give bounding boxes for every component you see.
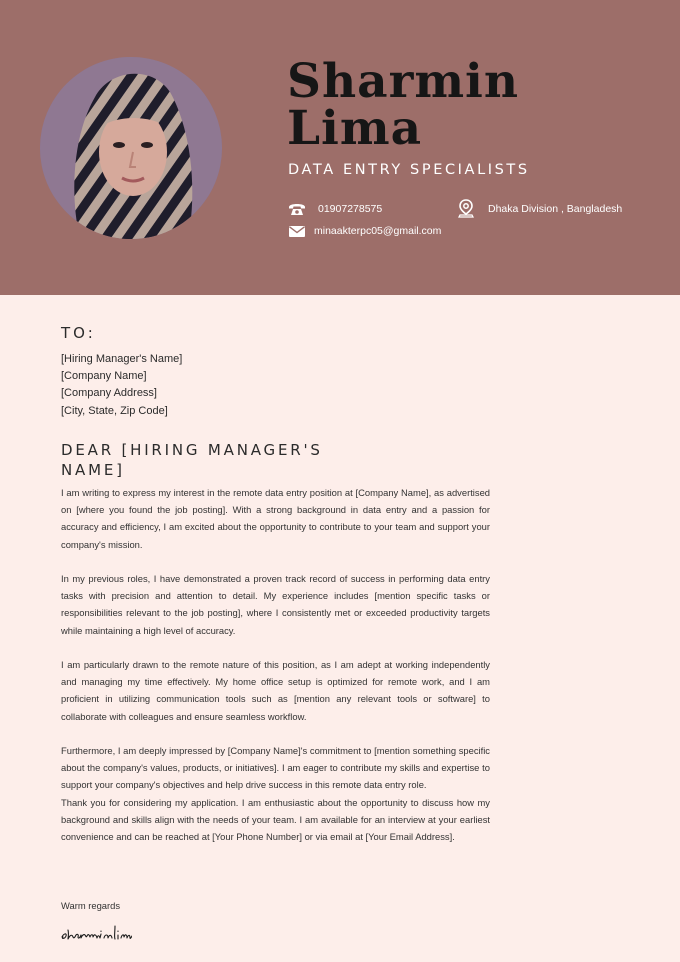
recipient-line: [City, State, Zip Code] <box>61 404 168 417</box>
contact-phone <box>288 201 382 217</box>
name-first: Sharmin <box>287 54 520 109</box>
contact-email <box>288 223 441 239</box>
body-paragraph: I am particularly drawn to the remote nature of this position, as I am adept at working independently and managing my time effectively. My home office setup is optimized for remote work, and I am proficient in utilizing communication tools such as [mention any relevant tools or software] to collaborate with colleagues and ensure seamless workflow. <box>61 659 490 722</box>
recipient-line: [Hiring Manager's Name] <box>61 353 183 365</box>
location-text: Dhaka Division , Bangladesh <box>488 202 623 215</box>
phone-number: 01907278575 <box>318 203 383 215</box>
email-address: minaakterpc05@gmail.com <box>314 225 442 237</box>
letter-body <box>61 484 490 845</box>
salutation: DEAR [HIRING MANAGER'S NAME] <box>61 441 323 479</box>
body-paragraph: Furthermore, I am deeply impressed by [Company Name]'s commitment to [mention something specific about the company's values, products, or initiatives]. I am eager to contribute my skills and expertise to support your company's objectives and help drive success in this remote data entry role. <box>61 745 490 791</box>
header-banner <box>0 0 680 295</box>
location-pin-icon <box>458 199 474 218</box>
recipient-line: [Company Name] <box>61 370 147 383</box>
profile-photo <box>40 57 222 239</box>
candidate-name <box>287 54 520 156</box>
body-paragraph: In my previous roles, I have demonstrated a proven track record of success in performing data entry tasks with precision and attention to detail. My experience includes [mention specific tasks or responsibilities relevant to the job posting], where I consistently met or exceeded productivity targets while maintaining a high level of accuracy. <box>61 573 490 636</box>
body-paragraph: I am writing to express my interest in the remote data entry position at [Company Name], as advertised on [where you found the job posting]. With a strong background in data entry and a passion for accuracy and efficiency, I am excited about the opportunity to contribute to your team and support your company's mission. <box>61 487 490 550</box>
closing-line: Warm regards <box>61 900 121 911</box>
mail-icon <box>288 223 306 239</box>
contact-location <box>458 199 622 218</box>
body-paragraph: Thank you for considering my application. I am enthusiastic about the opportunity to discuss how my background and skills align with the needs of your team. I am available for an interview at your earliest convenience and can be reached at [Your Phone Number] or via email at [Your Email Address]. <box>61 796 490 843</box>
phone-icon <box>288 201 306 217</box>
recipient-line: [Company Address] <box>61 387 157 400</box>
portrait-illustration <box>40 57 222 239</box>
job-title: DATA ENTRY SPECIALISTS <box>288 162 530 178</box>
name-last: Lima <box>287 101 423 156</box>
handwritten-signature <box>60 922 132 944</box>
to-label: TO: <box>61 324 96 342</box>
recipient-address <box>61 351 182 420</box>
